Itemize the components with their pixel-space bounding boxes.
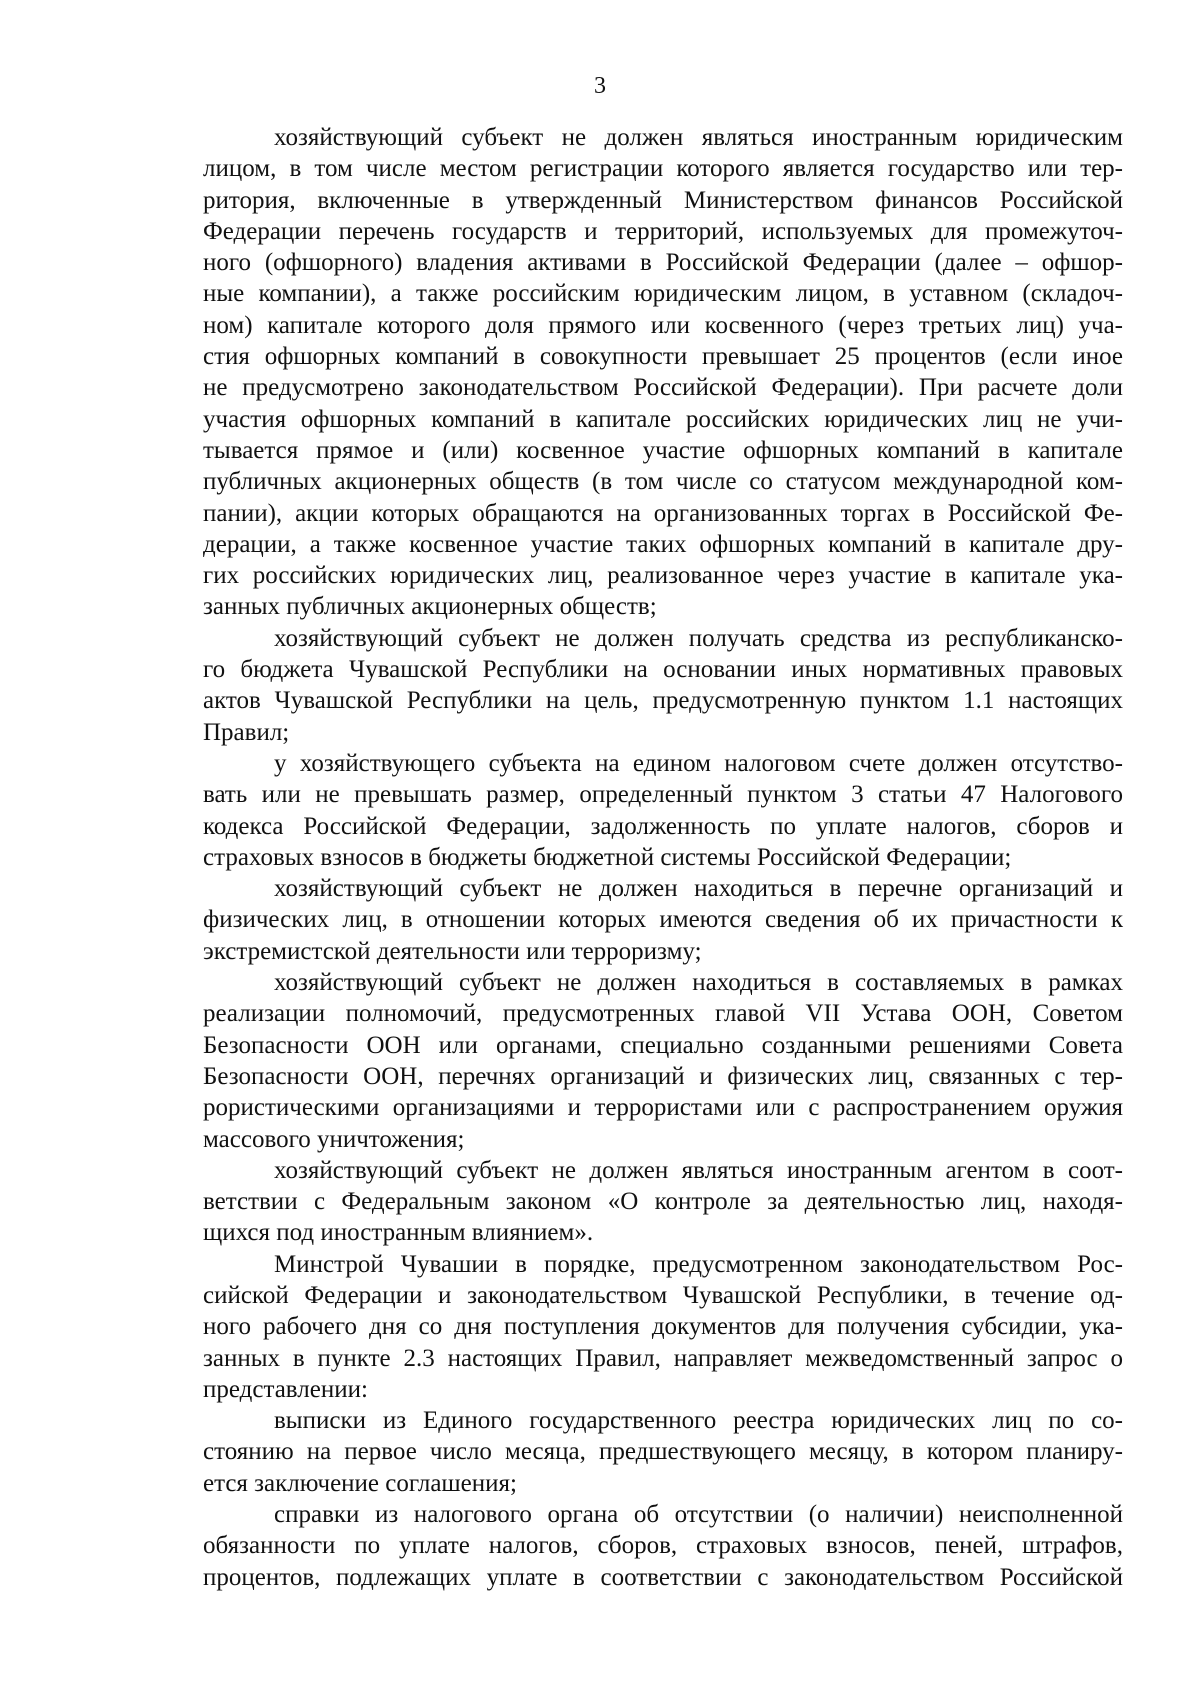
- text-line: актов Чувашской Республики на цель, предусмотренную пунктом 1.1 настоящих: [203, 687, 1123, 715]
- paragraph: [203, 1155, 1123, 1249]
- text-line: ного рабочего дня со дня поступления документов для получения субсидии, ука-: [203, 1313, 1123, 1341]
- text-line: ного (офшорного) владения активами в Российской Федерации (далее – офшор-: [203, 249, 1123, 277]
- text-line: публичных акционерных обществ (в том числе со статусом международной ком-: [203, 468, 1123, 496]
- text-line: го бюджета Чувашской Республики на основании иных нормативных правовых: [203, 656, 1123, 684]
- text-line: стоянию на первое число месяца, предшествующего месяцу, в котором планиру-: [203, 1438, 1123, 1466]
- document-body: [203, 122, 1123, 1593]
- paragraph: [203, 873, 1123, 967]
- text-line: процентов, подлежащих уплате в соответствии с законодательством Российской: [203, 1563, 1123, 1591]
- text-line: занных в пункте 2.3 настоящих Правил, направляет межведомственный запрос о: [203, 1344, 1123, 1372]
- text-line: пании), акции которых обращаются на организованных торгах в Российской Фе-: [203, 499, 1123, 527]
- text-line: у хозяйствующего субъекта на едином налоговом счете должен отсутство-: [274, 749, 1123, 777]
- paragraph: [203, 623, 1123, 748]
- text-line: представлении:: [203, 1375, 368, 1403]
- text-line: Безопасности ООН, перечнях организаций и физических лиц, связанных с тер-: [203, 1062, 1123, 1090]
- text-line: ется заключение соглашения;: [203, 1469, 517, 1497]
- text-line: Минстрой Чувашии в порядке, предусмотренном законодательством Рос-: [274, 1250, 1123, 1278]
- text-line: справки из налогового органа об отсутствии (о наличии) неисполненной: [274, 1501, 1123, 1529]
- text-line: щихся под иностранным влиянием».: [203, 1219, 594, 1247]
- paragraph: [203, 967, 1123, 1155]
- text-line: занных публичных акционерных обществ;: [203, 593, 657, 621]
- text-line: хозяйствующий субъект не должен находиться в перечне организаций и: [274, 875, 1123, 903]
- page-number: 3: [594, 73, 606, 99]
- text-line: Федерации перечень государств и территорий, используемых для промежуточ-: [203, 217, 1123, 245]
- text-line: хозяйствующий субъект не должен находиться в составляемых в рамках: [274, 969, 1123, 997]
- text-line: стия офшорных компаний в совокупности превышает 25 процентов (если иное: [203, 343, 1123, 371]
- text-line: ветствии с Федеральным законом «О контроле за деятельностью лиц, находя-: [203, 1188, 1123, 1216]
- text-line: кодекса Российской Федерации, задолженность по уплате налогов, сборов и: [203, 812, 1123, 840]
- text-line: реализации полномочий, предусмотренных главой VII Устава ООН, Советом: [203, 1000, 1123, 1028]
- paragraph: [203, 1405, 1123, 1499]
- text-line: хозяйствующий субъект не должен получать средства из республиканско-: [274, 624, 1123, 652]
- paragraph: [203, 1249, 1123, 1405]
- text-line: ные компании), а также российским юридическим лицом, в уставном (складоч-: [203, 280, 1123, 308]
- paragraph: [203, 748, 1123, 873]
- text-line: сийской Федерации и законодательством Чувашской Республики, в течение од-: [203, 1281, 1123, 1309]
- text-line: гих российских юридических лиц, реализованное через участие в капитале ука-: [203, 562, 1123, 590]
- text-line: рористическими организациями и террористами или с распространением оружия: [203, 1094, 1123, 1122]
- text-line: физических лиц, в отношении которых имеются сведения об их причастности к: [203, 906, 1123, 934]
- text-line: Правил;: [203, 718, 290, 746]
- text-line: лицом, в том числе местом регистрации которого является государство или тер-: [203, 155, 1123, 183]
- text-line: дерации, а также косвенное участие таких офшорных компаний в капитале дру-: [203, 530, 1123, 558]
- text-line: ном) капитале которого доля прямого или косвенного (через третьих лиц) уча-: [203, 311, 1123, 339]
- text-line: Безопасности ООН или органами, специально созданными решениями Совета: [203, 1031, 1123, 1059]
- text-line: не предусмотрено законодательством Российской Федерации). При расчете доли: [203, 374, 1123, 402]
- text-line: массового уничтожения;: [203, 1125, 465, 1153]
- text-line: вать или не превышать размер, определенный пунктом 3 статьи 47 Налогового: [203, 781, 1123, 809]
- text-line: экстремистской деятельности или терроризму;: [203, 937, 702, 965]
- text-line: хозяйствующий субъект не должен являться иностранным агентом в соот-: [274, 1156, 1123, 1184]
- text-line: тывается прямое и (или) косвенное участие офшорных компаний в капитале: [203, 436, 1123, 464]
- text-line: обязанности по уплате налогов, сборов, страховых взносов, пеней, штрафов,: [203, 1532, 1123, 1560]
- text-line: ритория, включенные в утвержденный Министерством финансов Российской: [203, 186, 1123, 214]
- text-line: выписки из Единого государственного реестра юридических лиц по со-: [274, 1407, 1123, 1435]
- paragraph: [203, 1499, 1123, 1593]
- text-line: участия офшорных компаний в капитале российских юридических лиц не учи-: [203, 405, 1123, 433]
- text-line: страховых взносов в бюджеты бюджетной системы Российской Федерации;: [203, 843, 1012, 871]
- paragraph: [203, 122, 1123, 623]
- text-line: хозяйствующий субъект не должен являться иностранным юридическим: [274, 124, 1123, 151]
